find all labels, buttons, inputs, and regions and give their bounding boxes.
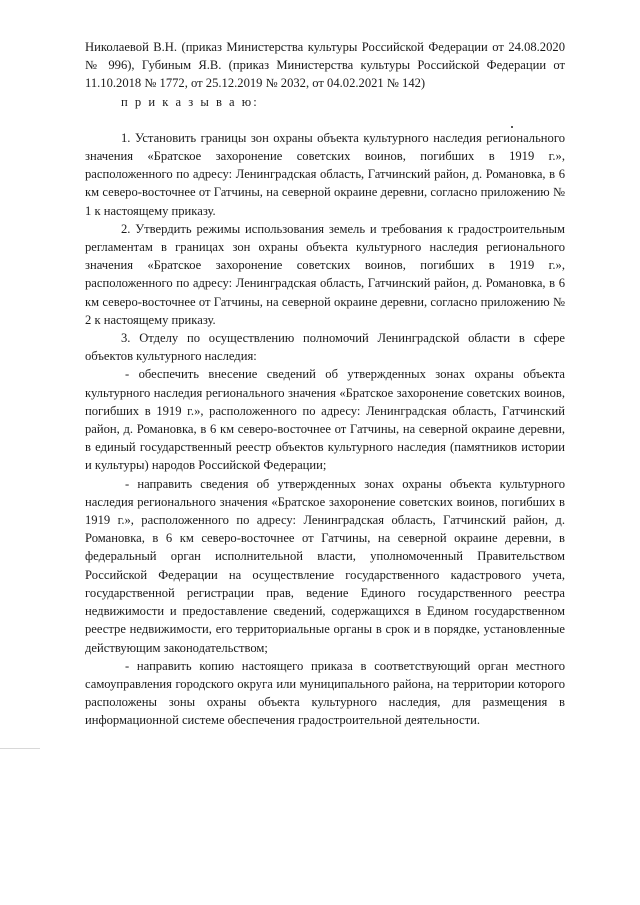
paragraph-3b: - направить сведения об утвержденных зонах охраны объекта культурного наследия регионального значения «Братское захоронение советских воинов, погибших в 1919 г.», расположенного по адресу: Ленинградская область, Гатчинский район, д. Романовка, в 6 км северо-восточнее от Гатчины, на северной окраине деревни, в федеральный орган исполнительной власти, уполномоченный Правительством Российской Федерации на осуществление государственного кадастрового учета, государственной регистрации прав, ведение Единого государственного реестра недвижимости и предоставление сведений, содержащихся в Едином государственном реестре недвижимости, его территориальные органы в срок и в порядке, установленные действующим законодательством; (85, 476, 565, 655)
paragraph-3c: - направить копию настоящего приказа в соответствующий орган местного самоуправления городского округа или муниципального района, на территории которого расположены зоны охраны объекта культурного наследия, для размещения в информационной системе обеспечения градостроительной деятельности. (85, 658, 565, 728)
paragraph-intro: Николаевой В.Н. (приказ Министерства культуры Российской Федерации от 24.08.2020 № 996), Губиным Я.В. (приказ Министерства культуры Российской Федерации от 11.10.2018 № 1772, от 25.12.2019 № 2032, от 04.02.2021 № 142) (85, 40, 565, 91)
paragraph-1: 1. Установить границы зон охраны объекта культурного наследия регионального значения «Братское захоронение советских воинов, погибших в 1919 г.», расположенного по адресу: Ленинградская область, Гатчинский район, д. Романовка, в 6 км северо-восточнее от Гатчины, на северной окраине деревни, согласно приложению № 1 к настоящему приказу. (85, 130, 565, 218)
paragraph-2: 2. Утвердить режимы использования земель и требования к градостроительным регламентам в границах зон охраны объекта культурного наследия регионального значения «Братское захоронение советских воинов, погибших в 1919 г.», расположенного по адресу: Ленинградская область, Гатчинский район, д. Романовка, в 6 км северо-восточнее от Гатчины, на северной окраине деревни, согласно приложению № 2 к настоящему приказу. (85, 221, 565, 327)
order-word: п р и к а з ы в а ю: (121, 94, 259, 109)
paragraph-3a: - обеспечить внесение сведений об утвержденных зонах охраны объекта культурного наследия регионального значения «Братское захоронение советских воинов, погибших в 1919 г.», расположенного по адресу: Ленинградская область, Гатчинский район, д. Романовка, в 6 км северо-восточнее от Гатчины, на северной окраине деревни, в единый государственный реестр объектов культурного наследия (памятников истории и культуры) народов Российской Федерации; (85, 367, 565, 473)
document-body (85, 38, 565, 730)
scan-edge (0, 748, 40, 749)
paragraph-3: 3. Отделу по осуществлению полномочий Ленинградской области в сфере объектов культурного наследия: (85, 331, 565, 364)
scan-speck (511, 126, 513, 128)
